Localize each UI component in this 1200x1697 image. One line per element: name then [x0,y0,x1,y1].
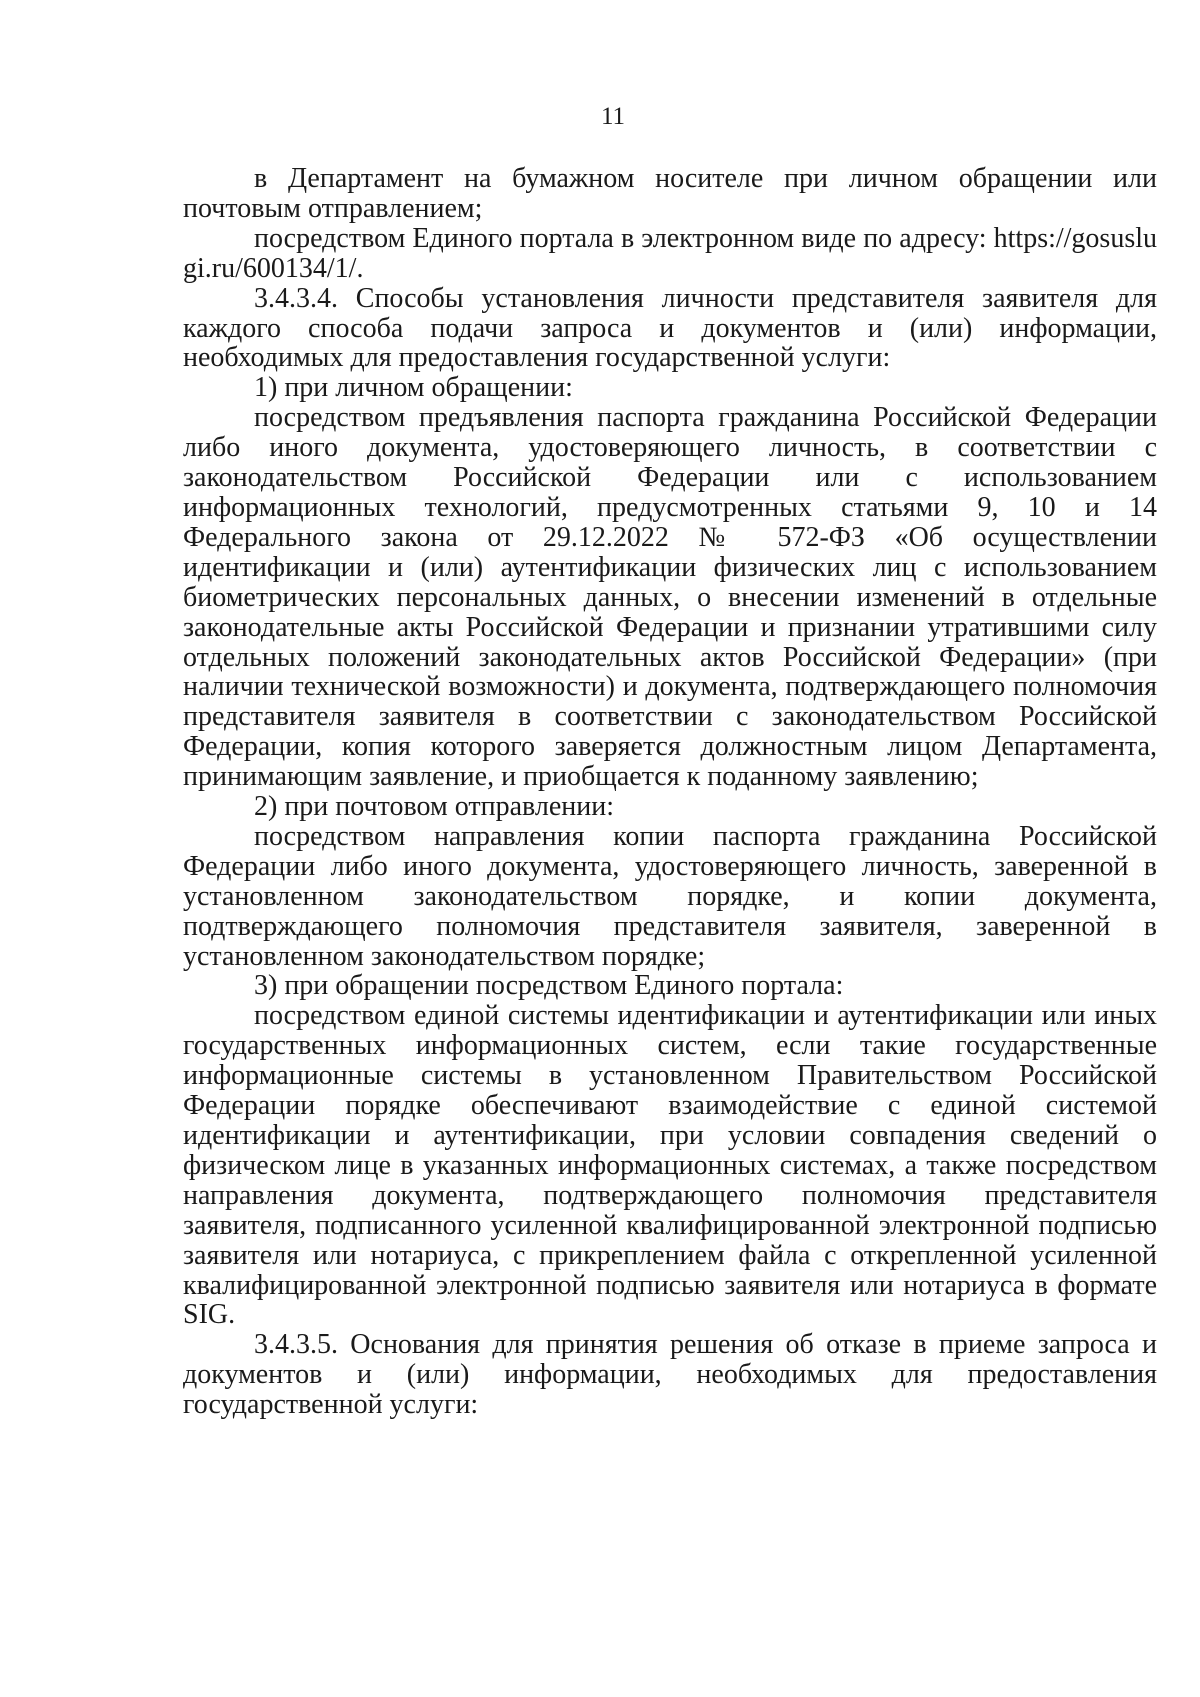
paragraph-portal-details: посредством единой системы идентификации и аутентификации или иных государственных информационных систем, если такие государственные информационные системы в установленном Правительством Российской Федерации порядке обеспечивают взаимодействие с единой системой идентификации и аутентификации, при условии совпадения сведений о физическом лице в указанных информационных системах, а также посредством направления документа, подтверждающего полномочия представителя заявителя, подписанного усиленной квалифицированной электронной подписью заявителя или нотариуса, с прикреплением файла с открепленной усиленной квалифицированной электронной подписью заявителя или нотариуса в формате SIG. [183,1000,1157,1331]
list-item-postal: 2) при почтовом отправлении: [254,791,614,823]
paragraph-submission-portal: посредством Единого портала в электронном виде по адресу: https://gosuslugi.ru/600134/1/. [183,222,1157,284]
paragraph-personal-visit-details: посредством предъявления паспорта гражданина Российской Федерации либо иного документа, удостоверяющего личность, в соответствии с законодательством Российской Федерации или с использованием информационных технологий, предусмотренных статьями 9, 10 и 14 Федерального закона от 29.12.2022 № 572-ФЗ «Об осуществлении идентификации и (или) аутентификации физических лиц с использованием биометрических персональных данных, о внесении изменений в отдельные законодательные акты Российской Федерации и признании утратившими силу отдельных положений законодательных актов Российской Федерации» (при наличии технической возможности) и документа, подтверждающего полномочия представителя заявителя в соответствии с законодательством Российской Федерации, копия которого заверяется должностным лицом Департамента, принимающим заявление, и приобщается к поданному заявлению; [183,402,1157,793]
list-item-portal: 3) при обращении посредством Единого портала: [254,970,844,1002]
paragraph-section-3-4-3-5: 3.4.3.5. Основания для принятия решения об отказе в приеме запроса и документов и (или) информации, необходимых для предоставления государственной услуги: [183,1329,1157,1421]
paragraph-section-3-4-3-4: 3.4.3.4. Способы установления личности представителя заявителя для каждого способа подачи запроса и документов и (или) информации, необходимых для предоставления государственной услуги: [183,282,1157,374]
paragraph-submission-paper: в Департамент на бумажном носителе при личном обращении или почтовым отправлением; [183,163,1157,224]
list-item-personal-visit: 1) при личном обращении: [254,372,573,404]
page-number: 11 [600,103,626,130]
paragraph-postal-details: посредством направления копии паспорта гражданина Российской Федерации либо иного документа, удостоверяющего личность, заверенной в установленном законодательством порядке, и копии документа, подтверждающего полномочия представителя заявителя, заверенной в установленном законодательством порядке; [183,820,1157,972]
document-body [183,164,1157,1420]
